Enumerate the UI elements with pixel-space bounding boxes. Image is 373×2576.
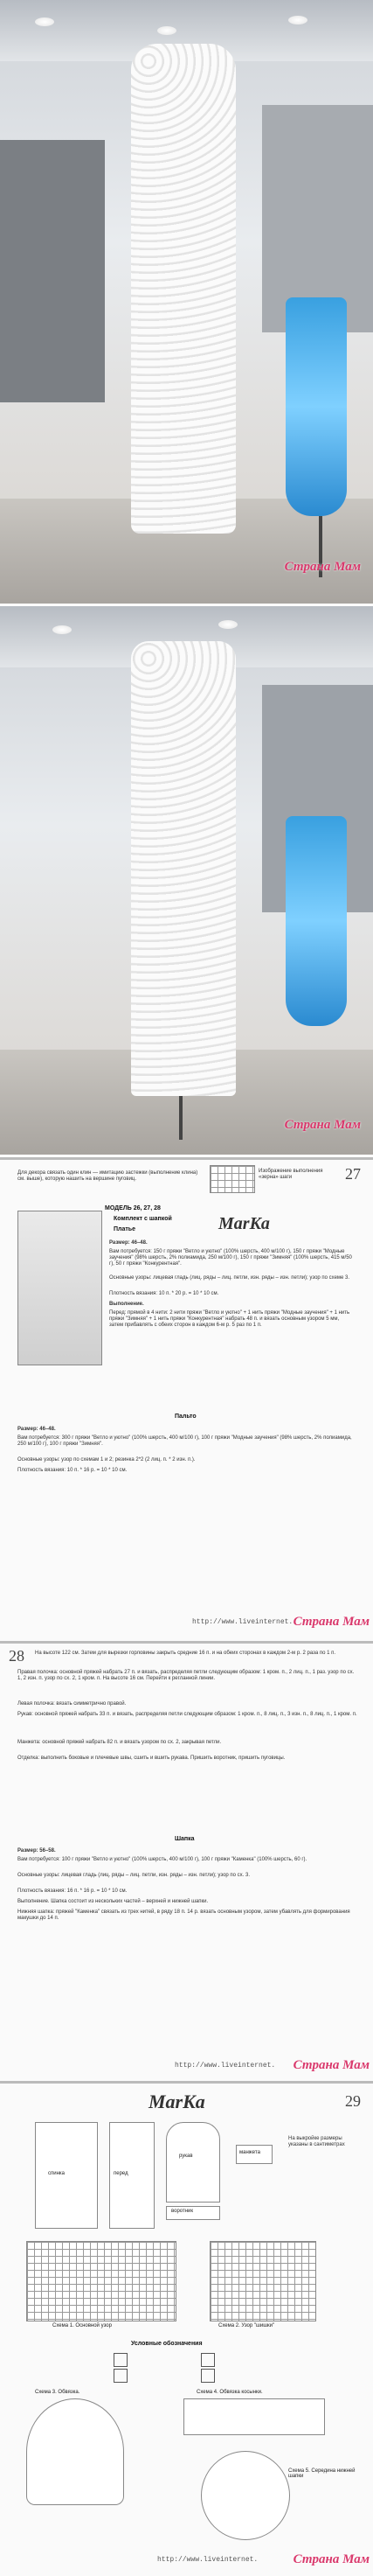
dress-size: Размер: 46–48.	[109, 1240, 148, 1246]
text-p6: Отделка: выполнить боковые и плечевые швы, сшить и вшить рукава. Пришить воротник, пришить пуговицы.	[17, 1756, 286, 1761]
stitch-legend-diagram	[210, 1165, 255, 1193]
sleeve-label: рукав	[179, 2154, 193, 2159]
collar-label: воротник	[171, 2209, 194, 2214]
page-number: 29	[345, 2092, 361, 2110]
text-p3: Левая полочка: вязать симметрично правой.	[17, 1701, 127, 1707]
back-label: спинка	[48, 2171, 66, 2176]
pattern-back	[35, 2122, 98, 2229]
page-number: 28	[9, 1647, 24, 1665]
dress-work: Выполнение.	[109, 1302, 144, 1307]
front-label: перед	[114, 2171, 128, 2176]
ceiling-light-icon	[288, 16, 307, 24]
brand-title: MarKa	[149, 2091, 205, 2112]
source-url: http://www.liveinternet.	[157, 2556, 259, 2564]
hat-patterns: Основные узоры: лицевая гладь (лиц. ряды – лиц. петли, изн. ряды – изн. петли); узор по сх. 3.	[17, 1873, 251, 1878]
scheme-1-grid	[26, 2241, 176, 2321]
coat-materials: Вам потребуется: 300 г пряжи "Ветло и уютно" (100% шерсть, 400 м/100 г), 100 г пряжи "Модные заучения" (98% шерсть, 2% полиамида, 250 м/100 г), 100 г пряжи "Зимняя".	[17, 1435, 352, 1448]
text-p4: Рукав: основной пряжей набрать 33 п. и вязать, распределяя петли следующим образом: 1 кром. п., 8 лиц. п., 3 изн. п., 8 лиц. п., 1 кром. п.	[17, 1712, 357, 1717]
text-p1: На высоте 122 см. Затем для вырезки горловины закрыть средние 16 п. и на обеих сторонах в каждом 2-м р. 2 раза по 1 п.	[35, 1651, 336, 1656]
white-lace-coat	[131, 641, 236, 1096]
scheme-2-grid	[210, 2241, 316, 2321]
hat-density: Плотность вязания: 16 п. * 16 р. = 10 * 10 см.	[17, 1888, 128, 1894]
page-number: 27	[345, 1165, 361, 1183]
ceiling-light-icon	[157, 26, 176, 35]
watermark: Страна Мам	[284, 560, 361, 574]
photo-1	[0, 0, 373, 604]
intro-text: Для декора связать один клин — имитацию застежки (выполнение клина) см. выше), которую нашить на вершине пуговиц.	[17, 1170, 198, 1183]
set-title: Комплект с шапкой	[114, 1216, 172, 1222]
source-url: http://www.liveinternet.	[175, 2062, 276, 2070]
coat-density: Плотность вязания: 10 п. * 16 р. = 10 * 10 см.	[17, 1468, 128, 1473]
watermark: Страна Мам	[293, 1615, 370, 1629]
scheme-4-caption: Схема 4. Обвязка косынки.	[197, 2390, 263, 2395]
blue-dress	[286, 816, 347, 1026]
ceiling-light-icon	[35, 17, 54, 26]
pattern-sleeve	[166, 2122, 220, 2203]
text-p5: Манжета: основной пряжей набрать 82 п. и вязать узором по сх. 2, закрывая петли.	[17, 1740, 222, 1745]
coat-size: Размер: 46–48.	[17, 1427, 56, 1432]
dress-density: Плотность вязания: 10 п. * 20 р. = 10 * 10 см.	[109, 1291, 219, 1296]
source-url: http://www.liveinternet.	[192, 1618, 294, 1626]
dress-patterns: Основные узоры: лицевая гладь (лиц. ряды – лиц. петли, изн. ряды – изн. петли); узор по схеме 3.	[109, 1275, 350, 1281]
scheme-3-caption: Схема 3. Обвязка.	[35, 2390, 80, 2395]
hat-size: Размер: 56–58.	[17, 1848, 56, 1853]
dress-back: Перед: прямой в 4 нити: 2 нити пряжи "Ветло и уютно" + 1 нить пряжи "Модные заучения" + 1 нить пряжи "Зимняя" + 1 нить пряжи "Конкурентная" набрать 48 п. и вязать основным узором 5 мм, затем прибавлять с обеих сторон в каждом 6-м р. 5 раз по 1 п.	[109, 1310, 350, 1329]
mannequin-stand	[179, 1096, 183, 1140]
legend-symbol-icon	[201, 2353, 215, 2367]
hat-title: Шапка	[175, 1836, 195, 1842]
magazine-page-28	[0, 1641, 373, 2081]
brand-title: MarKa	[218, 1214, 270, 1233]
white-lace-dress	[131, 44, 236, 534]
watermark: Страна Мам	[284, 1118, 361, 1132]
legend-symbol-icon	[114, 2369, 128, 2383]
text-p2: Правая полочка: основной пряжей набрать 27 п. и вязать, распределяя петли следующим образом: 1 кром. п., 2 лиц. п., 1 раз. узор по сх. 1, 2 изн. п. узор по сх. 2, 1 кром. п. На высоте 16 см. Перейти к регланной линии.	[17, 1670, 355, 1682]
watermark: Страна Мам	[293, 2552, 370, 2566]
magazine-page-27	[0, 1157, 373, 1641]
coat-title: Пальто	[175, 1414, 197, 1420]
legend-symbol-icon	[114, 2353, 128, 2367]
ceiling-light-icon	[218, 620, 238, 629]
scheme-4-diagram	[183, 2398, 325, 2435]
blue-dress	[286, 297, 347, 516]
scheme-5-caption: Схема 5. Середина нижней шапки	[288, 2468, 356, 2479]
legend-symbol-icon	[201, 2369, 215, 2383]
shop-front	[0, 140, 105, 402]
size-note: На выкройке размеры указаны в сантиметрах	[288, 2136, 345, 2148]
ceiling-light-icon	[52, 625, 72, 634]
coat-patterns: Основные узоры: узор по схемам 1 и 2; резинка 2*2 (2 лиц. п. * 2 изн. п.).	[17, 1457, 196, 1463]
dress-title: Платье	[114, 1226, 135, 1232]
magazine-page-29	[0, 2081, 373, 2576]
legend-title: Условные обозначения	[131, 2341, 203, 2347]
hat-materials: Вам потребуется: 100 г пряжи "Ветло и уютно" (100% шерсть, 400 м/100 г), 100 г пряжи "Каменка" (100% шерсть, 60 г).	[17, 1857, 307, 1862]
scheme-3-diagram	[26, 2398, 124, 2505]
hat-more: Нижняя шапка: пряжей "Каменка" связать из трех нитей, в ряду 18 п. 14 р. вязать основным узором, затем убавлять для формирования макушки до 14 п.	[17, 1909, 350, 1922]
watermark: Страна Мам	[293, 2058, 370, 2072]
scheme-5-diagram	[201, 2451, 290, 2540]
hat-work: Выполнение. Шапка состоит из нескольких частей – верхней и нижней шапки.	[17, 1899, 209, 1904]
cuff-label: манжета	[239, 2150, 260, 2155]
model-photo	[17, 1211, 102, 1365]
photo-2	[0, 606, 373, 1155]
scheme-2-caption: Схема 2. Узор "шишки"	[218, 2323, 275, 2328]
legend-caption: Изображение выполнения «зерна» шаги	[259, 1169, 323, 1181]
scheme-1-caption: Схема 1. Основной узор	[52, 2323, 112, 2328]
model-heading: МОДЕЛЬ 26, 27, 28	[105, 1205, 161, 1211]
dress-materials: Вам потребуется: 150 г пряжи "Ветло и уютно" (100% шерсть, 400 м/100 г), 150 г пряжи "Модные заучения" (98% шерсть, 2% полиамида, 250 м/100 г), 150 г пряжи "Зимняя" (100% шерсть, 415 м/50 г), 50 г пряжи "Конкурентная".	[109, 1249, 352, 1267]
